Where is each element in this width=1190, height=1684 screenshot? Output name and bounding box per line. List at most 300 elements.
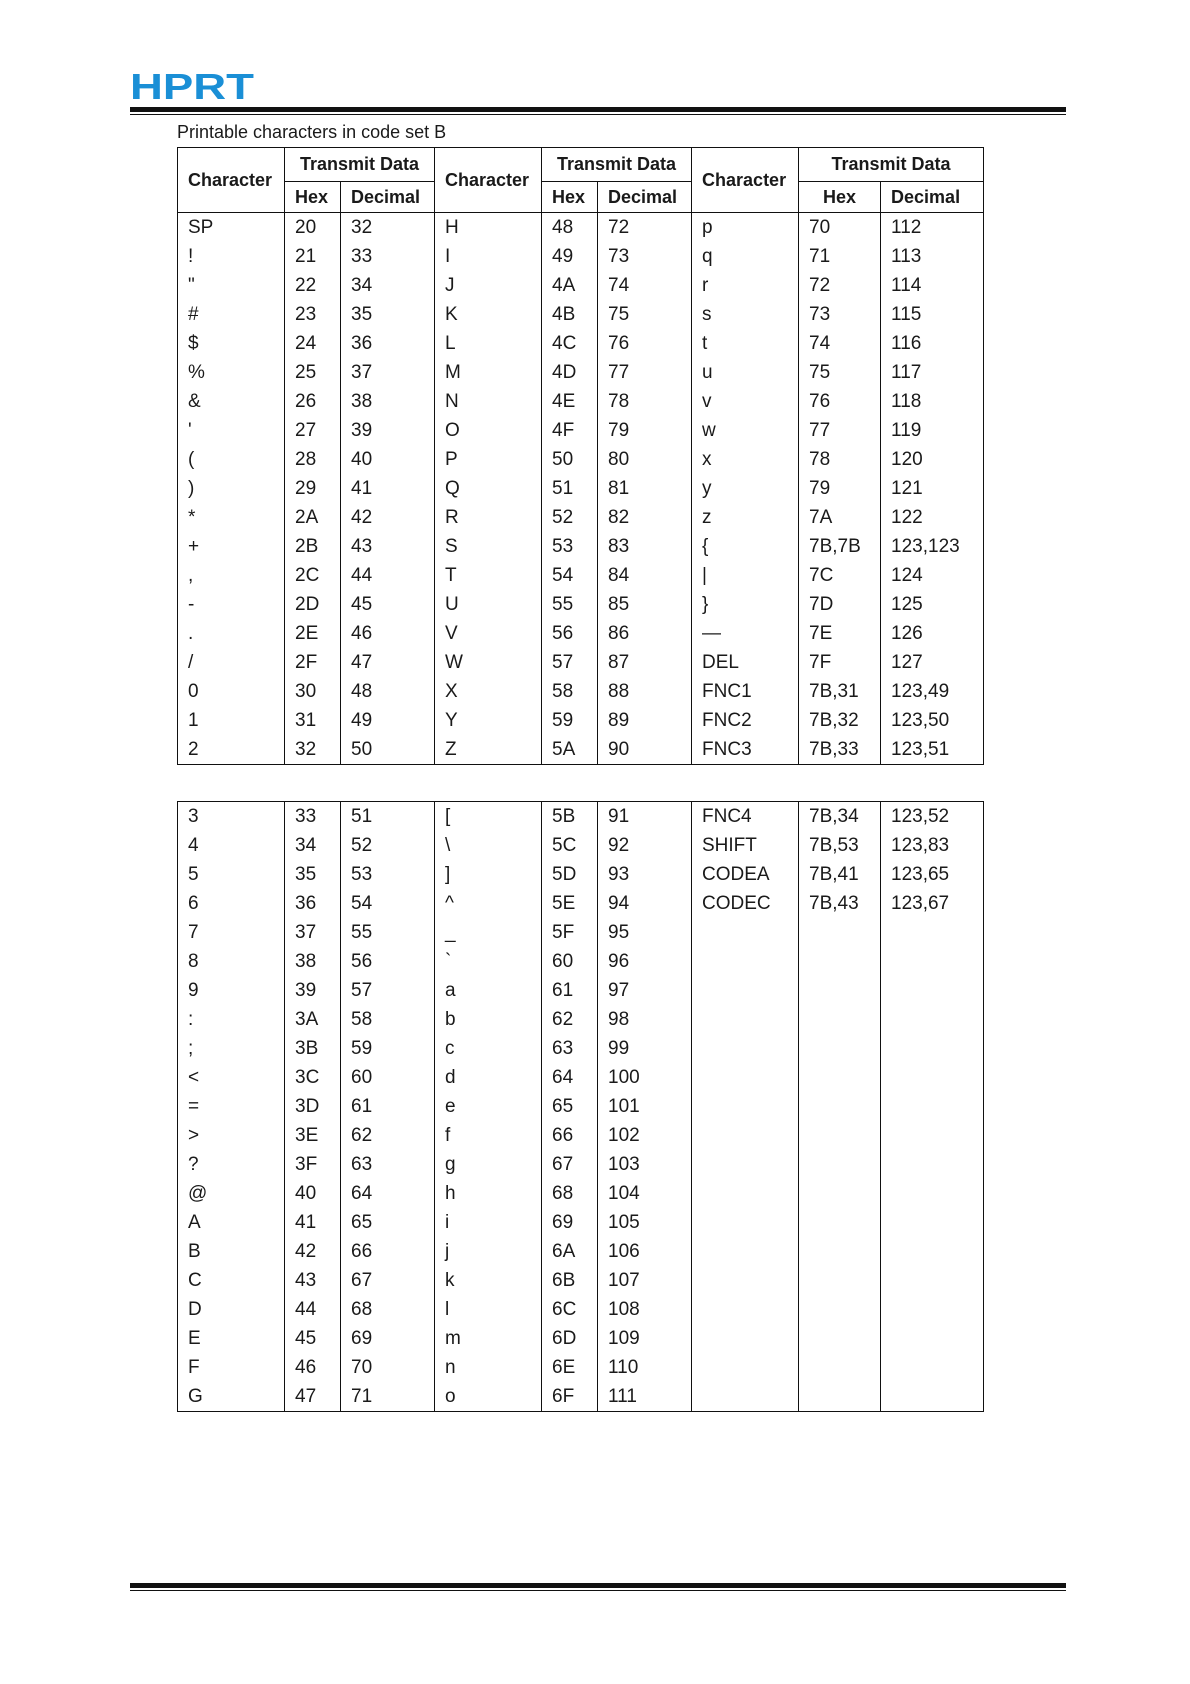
cell-character [692,1150,799,1179]
cell-character [692,976,799,1005]
table-row [178,860,984,889]
table-row [178,561,984,590]
cell-character: L [435,329,542,358]
cell-hex: 58 [542,677,598,706]
cell-hex: 4A [542,271,598,300]
cell-character: ! [178,242,285,271]
cell-character: v [692,387,799,416]
cell-decimal: 113 [881,242,984,271]
cell-hex: 7C [799,561,881,590]
cell-character: z [692,503,799,532]
cell-decimal: 71 [341,1382,435,1412]
cell-decimal [881,918,984,947]
header-rule-thin [130,114,1066,115]
cell-decimal: 123,83 [881,831,984,860]
cell-decimal: 37 [341,358,435,387]
cell-decimal: 66 [341,1237,435,1266]
cell-character: FNC2 [692,706,799,735]
cell-decimal: 78 [598,387,692,416]
cell-hex: 2F [285,648,341,677]
cell-hex: 39 [285,976,341,1005]
cell-decimal: 59 [341,1034,435,1063]
cell-hex: 68 [542,1179,598,1208]
cell-hex: 2D [285,590,341,619]
cell-hex: 2C [285,561,341,590]
cell-decimal [881,1005,984,1034]
cell-hex: 7B,33 [799,735,881,765]
cell-character: s [692,300,799,329]
cell-character: 4 [178,831,285,860]
table-row [178,387,984,416]
cell-hex: 48 [542,213,598,243]
cell-decimal: 118 [881,387,984,416]
cell-character: } [692,590,799,619]
cell-decimal: 101 [598,1092,692,1121]
table-row [178,619,984,648]
cell-hex [799,976,881,1005]
cell-hex: 57 [542,648,598,677]
cell-character: G [178,1382,285,1412]
cell-character: A [178,1208,285,1237]
cell-decimal: 119 [881,416,984,445]
table-row [178,677,984,706]
cell-character: o [435,1382,542,1412]
cell-character: n [435,1353,542,1382]
cell-hex: 3C [285,1063,341,1092]
header-character: Character [178,148,285,213]
cell-decimal: 123,52 [881,802,984,832]
table-row [178,300,984,329]
cell-character: D [178,1295,285,1324]
cell-hex: 25 [285,358,341,387]
cell-character [692,1179,799,1208]
header-transmit-data: Transmit Data [285,148,435,182]
footer-rule-thin [130,1590,1066,1591]
cell-character [692,1063,799,1092]
cell-character: a [435,976,542,1005]
cell-decimal: 43 [341,532,435,561]
cell-character: y [692,474,799,503]
cell-hex: 51 [542,474,598,503]
cell-decimal: 123,123 [881,532,984,561]
table-row [178,1208,984,1237]
cell-character: M [435,358,542,387]
cell-hex: 69 [542,1208,598,1237]
cell-character: < [178,1063,285,1092]
cell-character [692,1034,799,1063]
cell-character: 7 [178,918,285,947]
cell-character: FNC4 [692,802,799,832]
cell-decimal: 100 [598,1063,692,1092]
table-row [178,735,984,765]
cell-hex: 7B,7B [799,532,881,561]
cell-character: U [435,590,542,619]
table-row [178,474,984,503]
cell-character: 1 [178,706,285,735]
header-hex: Hex [542,182,598,213]
cell-character: ` [435,947,542,976]
cell-hex [799,1353,881,1382]
cell-hex [799,1179,881,1208]
cell-hex: 34 [285,831,341,860]
cell-hex: 61 [542,976,598,1005]
cell-character [692,1092,799,1121]
cell-character: / [178,648,285,677]
header-hex: Hex [799,182,881,213]
cell-decimal: 33 [341,242,435,271]
cell-hex [799,1150,881,1179]
cell-decimal: 46 [341,619,435,648]
cell-character: N [435,387,542,416]
table-row [178,706,984,735]
cell-decimal: 125 [881,590,984,619]
cell-character: " [178,271,285,300]
cell-character [692,1208,799,1237]
table-row [178,1324,984,1353]
cell-character [692,1121,799,1150]
cell-hex: 64 [542,1063,598,1092]
cell-hex: 77 [799,416,881,445]
cell-decimal: 83 [598,532,692,561]
table-row [178,1034,984,1063]
cell-decimal [881,947,984,976]
cell-hex: 67 [542,1150,598,1179]
cell-hex: 41 [285,1208,341,1237]
cell-hex: 72 [799,271,881,300]
header-decimal: Decimal [881,182,984,213]
cell-hex: 47 [285,1382,341,1412]
cell-character: R [435,503,542,532]
footer-rule [130,1583,1066,1588]
cell-character: X [435,677,542,706]
cell-character: f [435,1121,542,1150]
cell-character: O [435,416,542,445]
cell-decimal: 121 [881,474,984,503]
cell-hex: 53 [542,532,598,561]
cell-hex: 42 [285,1237,341,1266]
table-row [178,648,984,677]
table-row [178,242,984,271]
header-hex: Hex [285,182,341,213]
cell-decimal: 85 [598,590,692,619]
cell-character: Q [435,474,542,503]
cell-decimal [881,1237,984,1266]
cell-character: SP [178,213,285,243]
cell-character: K [435,300,542,329]
hprt-logo [130,70,255,102]
cell-character: FNC3 [692,735,799,765]
cell-hex: 6A [542,1237,598,1266]
cell-hex: 75 [799,358,881,387]
cell-character: E [178,1324,285,1353]
cell-decimal: 110 [598,1353,692,1382]
cell-character: c [435,1034,542,1063]
cell-character: g [435,1150,542,1179]
cell-hex: 3F [285,1150,341,1179]
cell-decimal: 81 [598,474,692,503]
cell-hex: 44 [285,1295,341,1324]
cell-hex: 28 [285,445,341,474]
table-row [178,1092,984,1121]
cell-hex: 60 [542,947,598,976]
cell-decimal: 89 [598,706,692,735]
header-decimal: Decimal [341,182,435,213]
cell-hex [799,1063,881,1092]
cell-decimal: 99 [598,1034,692,1063]
cell-hex: 4E [542,387,598,416]
cell-character: k [435,1266,542,1295]
cell-decimal: 64 [341,1179,435,1208]
cell-decimal: 49 [341,706,435,735]
cell-decimal: 42 [341,503,435,532]
cell-decimal [881,1353,984,1382]
cell-decimal: 108 [598,1295,692,1324]
cell-decimal: 116 [881,329,984,358]
cell-hex: 78 [799,445,881,474]
cell-character: V [435,619,542,648]
cell-character: i [435,1208,542,1237]
cell-decimal [881,1063,984,1092]
cell-hex: 55 [542,590,598,619]
cell-decimal [881,1382,984,1412]
cell-character: J [435,271,542,300]
cell-character: B [178,1237,285,1266]
cell-hex: 3E [285,1121,341,1150]
cell-character: ] [435,860,542,889]
cell-decimal: 47 [341,648,435,677]
cell-character [692,1324,799,1353]
cell-decimal: 96 [598,947,692,976]
cell-decimal: 95 [598,918,692,947]
header-decimal: Decimal [598,182,692,213]
cell-decimal: 122 [881,503,984,532]
cell-hex: 30 [285,677,341,706]
cell-hex: 52 [542,503,598,532]
cell-hex: 27 [285,416,341,445]
cell-decimal [881,1121,984,1150]
cell-hex: 2A [285,503,341,532]
cell-hex [799,1208,881,1237]
cell-decimal: 62 [341,1121,435,1150]
cell-hex: 40 [285,1179,341,1208]
cell-character: ; [178,1034,285,1063]
cell-decimal: 107 [598,1266,692,1295]
header-transmit-data: Transmit Data [799,148,984,182]
table-row [178,802,984,832]
cell-hex: 38 [285,947,341,976]
cell-hex: 71 [799,242,881,271]
cell-decimal: 109 [598,1324,692,1353]
cell-decimal: 87 [598,648,692,677]
table-row [178,1179,984,1208]
cell-character: l [435,1295,542,1324]
cell-hex [799,947,881,976]
cell-hex: 6F [542,1382,598,1412]
cell-decimal: 69 [341,1324,435,1353]
cell-hex: 5C [542,831,598,860]
cell-decimal: 45 [341,590,435,619]
cell-character: > [178,1121,285,1150]
cell-hex [799,1092,881,1121]
table-row [178,831,984,860]
cell-hex: 74 [799,329,881,358]
cell-decimal: 112 [881,213,984,243]
cell-decimal: 73 [598,242,692,271]
cell-hex: 59 [542,706,598,735]
cell-decimal [881,1150,984,1179]
cell-hex: 6E [542,1353,598,1382]
cell-character: d [435,1063,542,1092]
cell-hex: 33 [285,802,341,832]
cell-character: ( [178,445,285,474]
cell-decimal [881,1266,984,1295]
cell-character: j [435,1237,542,1266]
cell-hex: 2E [285,619,341,648]
cell-hex: 43 [285,1266,341,1295]
cell-character: x [692,445,799,474]
table-body-part1 [178,213,984,765]
cell-hex [799,1005,881,1034]
cell-decimal: 98 [598,1005,692,1034]
cell-character: S [435,532,542,561]
cell-decimal: 35 [341,300,435,329]
cell-decimal: 36 [341,329,435,358]
cell-decimal [881,1295,984,1324]
cell-decimal: 68 [341,1295,435,1324]
cell-character: ? [178,1150,285,1179]
cell-character [692,1237,799,1266]
cell-hex [799,1324,881,1353]
cell-hex: 46 [285,1353,341,1382]
cell-character: ' [178,416,285,445]
cell-hex: 24 [285,329,341,358]
table-row [178,1295,984,1324]
cell-decimal: 58 [341,1005,435,1034]
table-row [178,976,984,1005]
cell-character: + [178,532,285,561]
cell-character: CODEA [692,860,799,889]
cell-character: = [178,1092,285,1121]
cell-hex: 76 [799,387,881,416]
cell-hex: 7B,31 [799,677,881,706]
cell-character: 0 [178,677,285,706]
cell-decimal: 80 [598,445,692,474]
cell-hex [799,1237,881,1266]
cell-hex: 50 [542,445,598,474]
cell-character: I [435,242,542,271]
cell-character: e [435,1092,542,1121]
table-row [178,918,984,947]
cell-hex [799,1034,881,1063]
table-row [178,329,984,358]
cell-character: , [178,561,285,590]
cell-decimal: 123,50 [881,706,984,735]
cell-decimal: 79 [598,416,692,445]
table-row [178,1266,984,1295]
cell-character: H [435,213,542,243]
cell-character: % [178,358,285,387]
cell-hex: 3D [285,1092,341,1121]
table-row [178,213,984,243]
cell-decimal [881,1034,984,1063]
cell-hex: 6C [542,1295,598,1324]
cell-hex: 7F [799,648,881,677]
header-transmit-data: Transmit Data [542,148,692,182]
cell-character: # [178,300,285,329]
cell-character: r [692,271,799,300]
cell-character: m [435,1324,542,1353]
cell-decimal: 104 [598,1179,692,1208]
cell-hex: 36 [285,889,341,918]
cell-decimal: 44 [341,561,435,590]
cell-decimal: 86 [598,619,692,648]
table-row [178,1121,984,1150]
cell-hex: 3A [285,1005,341,1034]
cell-hex: 65 [542,1092,598,1121]
cell-decimal: 70 [341,1353,435,1382]
cell-hex [799,1295,881,1324]
cell-hex: 7B,43 [799,889,881,918]
cell-hex: 23 [285,300,341,329]
cell-hex: 70 [799,213,881,243]
cell-character [692,1382,799,1412]
cell-hex: 26 [285,387,341,416]
cell-decimal: 82 [598,503,692,532]
cell-character [692,1266,799,1295]
cell-decimal: 90 [598,735,692,765]
cell-character: F [178,1353,285,1382]
table-row [178,947,984,976]
cell-hex: 5D [542,860,598,889]
table-row [178,358,984,387]
cell-decimal: 94 [598,889,692,918]
cell-character [692,1295,799,1324]
cell-decimal: 75 [598,300,692,329]
cell-decimal: 61 [341,1092,435,1121]
cell-character: Z [435,735,542,765]
cell-character: T [435,561,542,590]
cell-decimal: 106 [598,1237,692,1266]
cell-character [692,1005,799,1034]
cell-decimal: 126 [881,619,984,648]
cell-character: 3 [178,802,285,832]
header-character: Character [435,148,542,213]
cell-decimal: 127 [881,648,984,677]
cell-hex: 54 [542,561,598,590]
cell-decimal [881,1092,984,1121]
cell-hex: 66 [542,1121,598,1150]
cell-decimal: 88 [598,677,692,706]
table-row [178,590,984,619]
cell-character: @ [178,1179,285,1208]
cell-character: u [692,358,799,387]
cell-character: W [435,648,542,677]
cell-decimal: 60 [341,1063,435,1092]
cell-hex: 5A [542,735,598,765]
cell-character: FNC1 [692,677,799,706]
cell-hex: 5E [542,889,598,918]
cell-character: [ [435,802,542,832]
table-row [178,503,984,532]
cell-hex [799,1382,881,1412]
cell-decimal: 32 [341,213,435,243]
cell-decimal: 39 [341,416,435,445]
table-row [178,1150,984,1179]
cell-character: C [178,1266,285,1295]
cell-decimal: 123,51 [881,735,984,765]
cell-decimal: 56 [341,947,435,976]
cell-character: t [692,329,799,358]
